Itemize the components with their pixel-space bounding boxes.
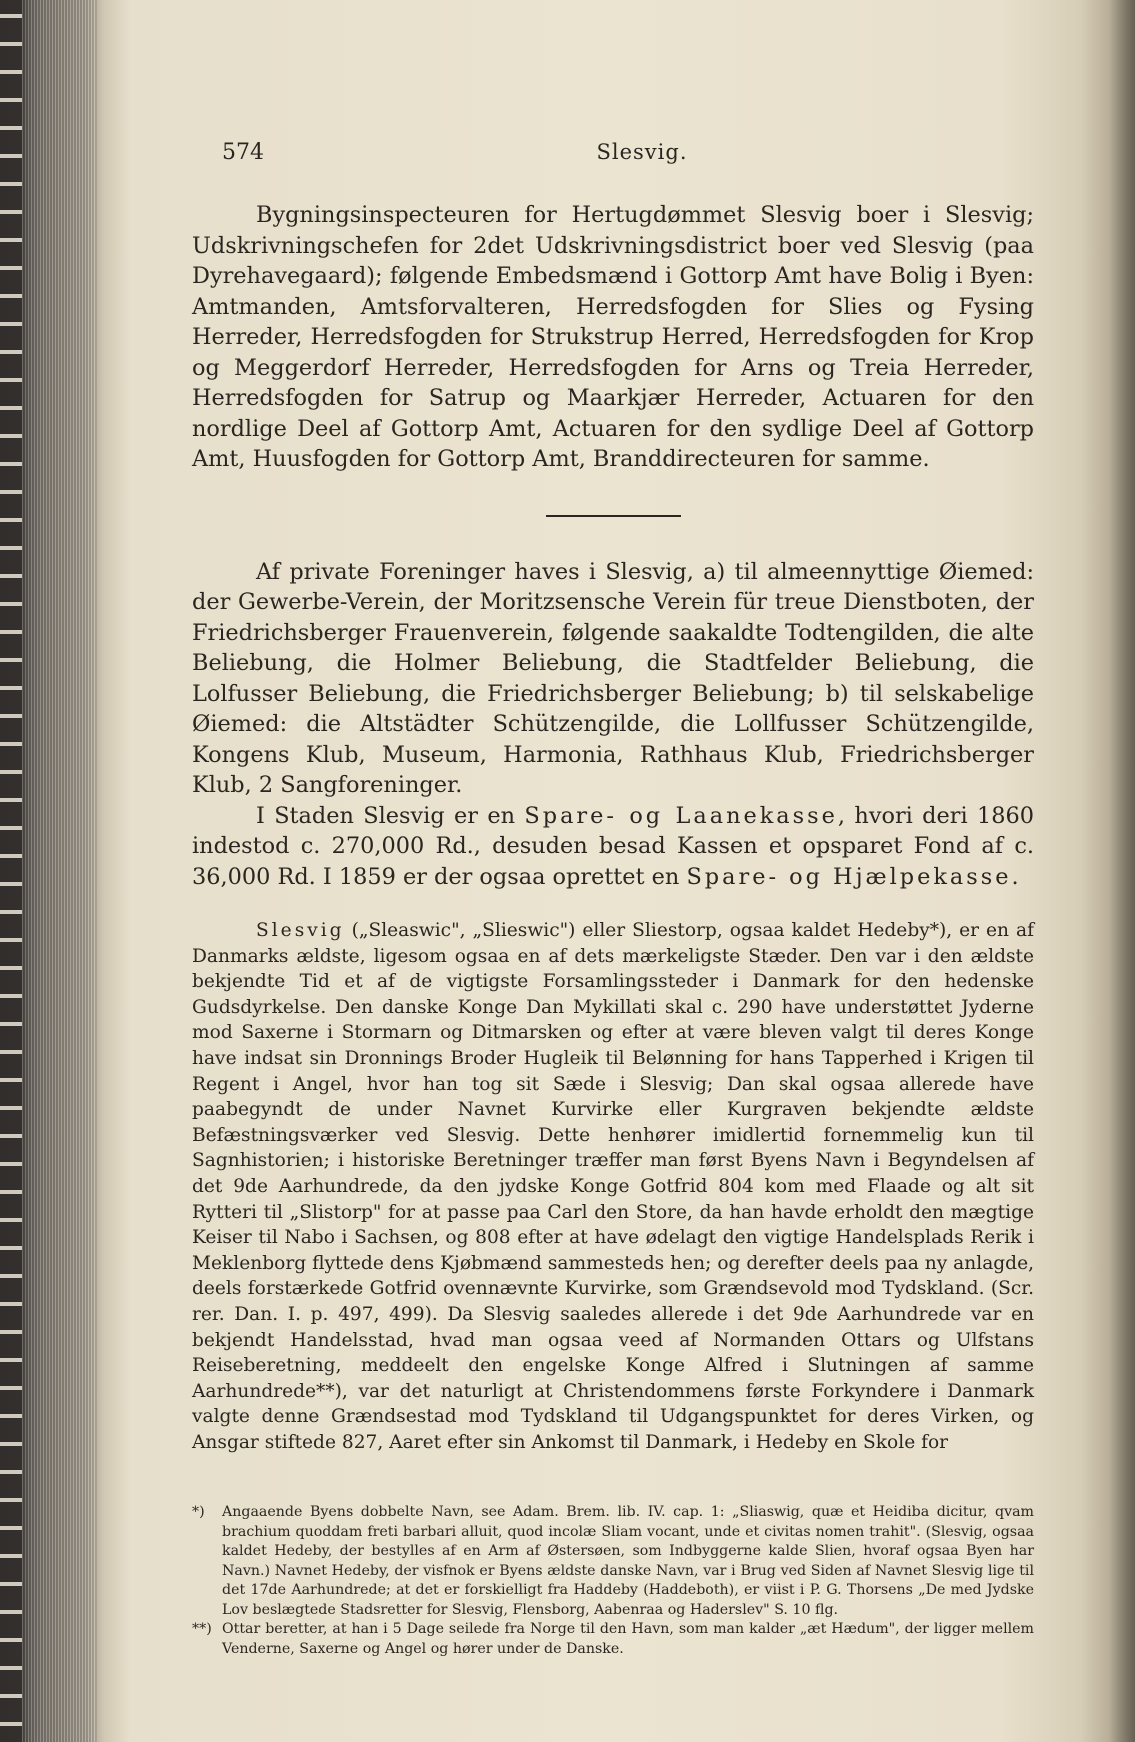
body-text xyxy=(192,200,1034,1659)
savings-text-before: I Staden Slesvig er en xyxy=(256,802,525,829)
running-title: Slesvig. xyxy=(596,140,688,164)
footnotes xyxy=(192,1503,1034,1659)
savings-text-after: . xyxy=(1011,863,1019,890)
page xyxy=(120,0,1100,1742)
footnote xyxy=(192,1503,1034,1620)
footnote-mark: **) xyxy=(192,1621,212,1638)
footnote-text: Ottar beretter, at han i 5 Dage seilede fra Norge til den Havn, som man kalder „æt Hædum", der ligger mellem Venderne, Saxerne og Angel og hører under de Danske. xyxy=(222,1621,1034,1657)
history-section xyxy=(192,918,1034,1455)
savings-bank-term: Spare- og Laanekasse xyxy=(524,802,838,829)
footnote-text: Angaaende Byens dobbelte Navn, see Adam. Brem. lib. IV. cap. 1: „Sliaswig, quæ et Heidiba dicitur, qvam brachium quoddam freti barbari alluit, quod incolæ Sliam vocant, unde et civitas nomen trahit". (Slesvig, ogsaa kaldet Hedeby, der bestylles af en Arm af Østersøen, som Indbyggerne kalde Slien, hvoraf ogsaa Byen har Navn.) Navnet Hedeby, der visfnok er Byens ældste danske Navn, var i Brug ved Siden af Navnet Slesvig lige til det 17de Aarhundrede; at det er forskielligt fra Haddeby (Haddeboth), er viist i P. G. Thorsens „De med Jydske Lov beslægtede Stadsretter for Slesvig, Flensborg, Aabenraa og Haderslev" S. 10 flg. xyxy=(222,1504,1034,1618)
page-header xyxy=(222,140,1062,180)
section-divider xyxy=(546,515,681,517)
book-binding xyxy=(0,0,22,1742)
history-text: („Sleaswic", „Slieswic") eller Sliestorp, ogsaa kaldet Hedeby*), er en af Danmarks ældste, ligesom ogsaa en af dets mærkeligste Stæder. Den var i den ældste bekjendte Tid et af de vigtigste Forsamlingssteder i Danmark for den hedenske Gudsdyrkelse. Den danske Konge Dan Mykillati skal c. 290 have understøttet Jyderne mod Saxerne i Stormarn og Ditmarsken og efter at være bleven valgt til deres Konge have indsat sin Dronnings Broder Hugleik til Belønning for hans Tapperhed i Krigen til Regent i Angel, hvor han tog sit Sæde i Slesvig; Dan skal ogsaa allerede have paabegyndt de under Navnet Kurvirke eller Kurgraven bekjendte ældste Befæstningsværker ved Slesvig. Dette henhører imidlertid fornemmelig kun til Sagnhistorien; i historiske Beretninger træffer man først Byens Navn i Begyndelsen af det 9de Aarhundrede, da den jydske Konge Gotfrid 804 kom med Flaade og alt sit Rytteri til „Slistorp" for at passe paa Carl den Store, da han havde erholdt den mægtige Keiser til Nabo i Sachsen, og 808 efter at have ødelagt den vigtige Handelsplads Rerik i Meklenborg flyttede dens Kjøbmænd sammesteds hen; og derefter deels paa ny anlagde, deels forstærkede Gotfrid ovennævnte Kurvirke, som Grændsevold mod Tydskland. (Scr. rer. Dan. I. p. 497, 499). Da Slesvig saaledes allerede i det 9de Aarhundrede var en bekjendt Handelsstad, hvad man ogsaa veed af Normanden Ottars og Ulfstans Reiseberetning, meddeelt den engelske Konge Alfred i Slutningen af samme Aarhundrede**), var det naturligt at Christendommens første Forkyndere i Danmark valgte denne Grændsestad mod Tydskland til Udgangspunktet for deres Virken, og Ansgar stiftede 827, Aaret efter sin Ankomst til Danmark, i Hedeby en Skole for xyxy=(192,920,1034,1453)
paragraph-history xyxy=(192,918,1034,1455)
footnote xyxy=(192,1620,1034,1659)
page-number: 574 xyxy=(222,140,264,165)
page-edges xyxy=(22,0,97,1742)
history-term: Slesvig xyxy=(256,920,345,941)
paragraph-officials: Bygningsinspecteuren for Hertugdømmet Slesvig boer i Slesvig; Udskrivningschefen for 2det Udskrivningsdistrict boer ved Slesvig (paa Dyrehavegaard); følgende Embedsmænd i Gottorp Amt have Bolig i Byen: Amtmanden, Amtsforvalteren, Herredsfogden for Slies og Fysing Herreder, Herredsfogden for Strukstrup Herred, Herredsfogden for Krop og Meggerdorf Herreder, Herredsfogden for Arns og Treia Herreder, Herredsfogden for Satrup og Maarkjær Herreder, Actuaren for den nordlige Deel af Gottorp Amt, Actuaren for den sydlige Deel af Gottorp Amt, Huusfogden for Gottorp Amt, Branddirecteuren for samme. xyxy=(192,202,1034,472)
footnote-mark: *) xyxy=(192,1504,205,1521)
paragraph-associations: Af private Foreninger haves i Slesvig, a) til almeennyttige Øiemed: der Gewerbe-Verein, der Moritzsensche Verein für treue Dienstboten, der Friedrichsberger Frauenverein, følgende saakaldte Todtengilden, die alte Beliebung, die Holmer Beliebung, die Stadtfelder Beliebung, die Lolfusser Beliebung, die Friedrichsberger Beliebung; b) til selskabelige Øiemed: die Altstädter Schützengilde, die Lollfusser Schützengilde, Kongens Klub, Museum, Harmonia, Rathhaus Klub, Friedrichsberger Klub, 2 Sangforeninger. xyxy=(192,558,1034,798)
savings-text-middle: , hvori deri 1860 indestod c. 270,000 Rd., desuden besad Kassen et opsparet Fond af c. 36,000 Rd. I 1859 er der ogsaa oprettet en xyxy=(192,802,1034,890)
help-bank-term: Spare- og Hjælpekasse xyxy=(686,863,1012,890)
right-page-edge xyxy=(1109,0,1135,1742)
paragraph-savings-banks xyxy=(192,801,1034,893)
